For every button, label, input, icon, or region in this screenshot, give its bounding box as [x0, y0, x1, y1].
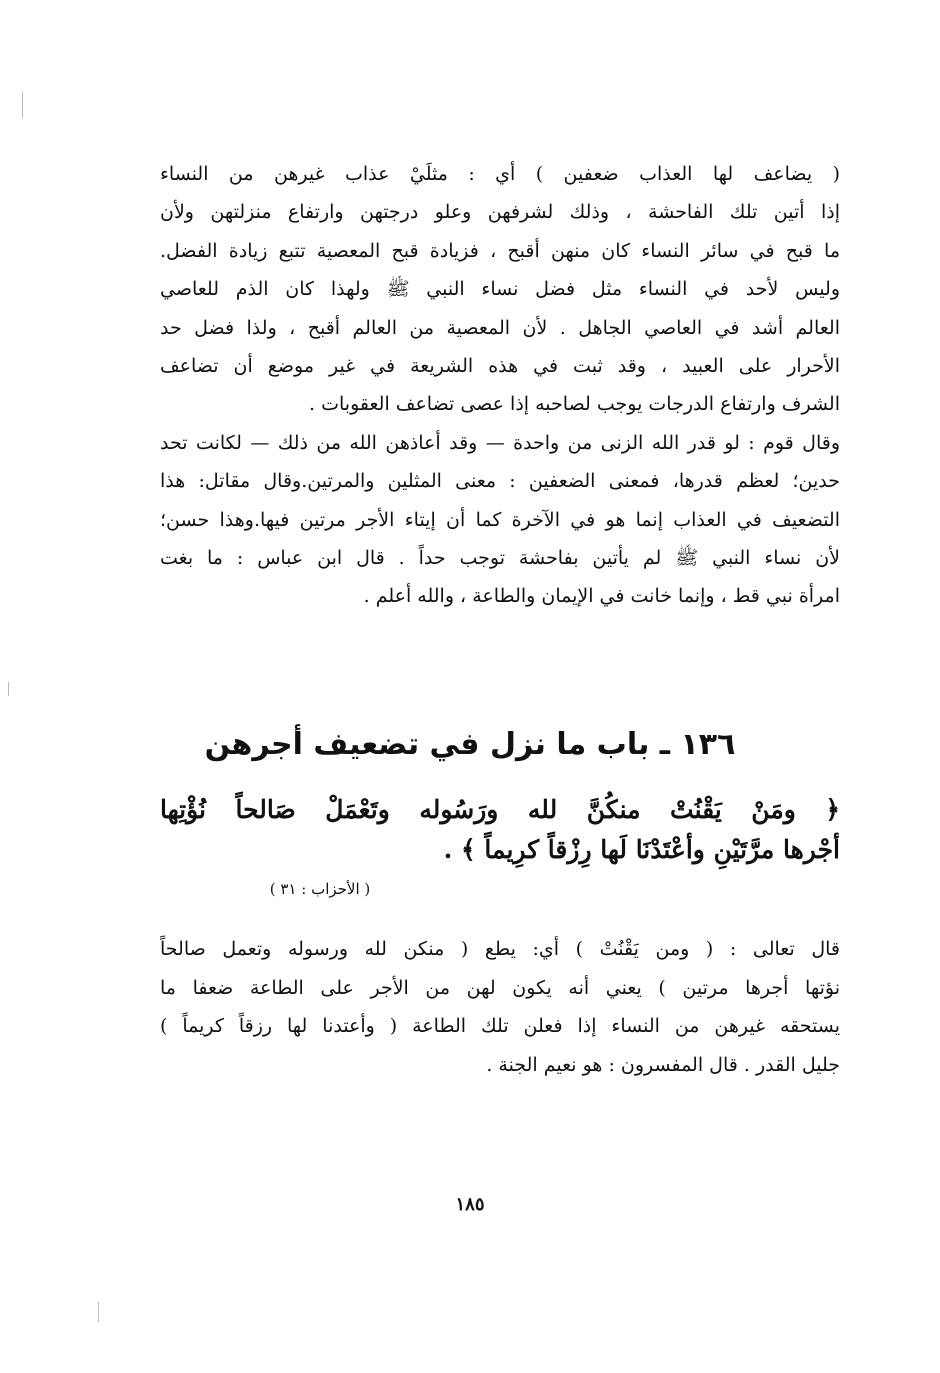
intro-line: ما قبح في سائر النساء كان منهن أقبح ، فزيادة قبح المعصية تتبع زيادة الفضل. [160, 239, 840, 262]
scan-edge-mark-bottom [98, 1302, 99, 1322]
quran-verse [160, 790, 840, 870]
intro-line: حدين؛ لعظم قدرها، فمعنى الضعفين : معنى المثلين والمرتين.وقال مقاتل: هذا [160, 470, 840, 493]
commentary-line: نؤتها أجرها مرتين ) يعني أنه يكون لهن من الأجر على الطاعة ضعفا ما [160, 976, 840, 999]
intro-line: التضعيف في العذاب إنما هو في الآخرة كما أن إيتاء الأجر مرتين فيها.وهذا حسن؛ [160, 508, 840, 531]
scan-edge-mark-middle [8, 682, 9, 696]
intro-line: وليس لأحد في النساء مثل فضل نساء النبي ﷺ ولهذا كان الذم للعاصي [160, 278, 840, 301]
intro-line: لأن نساء النبي ﷺ لم يأتين بفاحشة توجب حداً . قال ابن عباس : ما بغت [160, 547, 840, 570]
intro-line: العالم أشد في العاصي الجاهل . لأن المعصية من العالم أقبح ، ولذا فضل حد [160, 316, 840, 339]
intro-line: وقال قوم : لو قدر الله الزنى من واحدة — وقد أعاذهن الله من ذلك — لكانت تحد [160, 431, 840, 454]
commentary-paragraph [160, 930, 840, 1084]
verse-line: ﴿ ومَنْ يَقْنُتْ منكُنَّ لله ورَسُوله وتَعْمَلْ صَالحاً نُؤْتِها [160, 795, 840, 824]
intro-line: امرأة نبي قط ، وإنما خانت في الإيمان والطاعة ، والله أعلم . [363, 585, 840, 608]
chapter-heading: ١٣٦ ـ باب ما نزل في تضعيف أجرهن [204, 727, 736, 762]
intro-line: الشرف وارتفاع الدرجات يوجب لصاحبه إذا عصى تضاعف العقوبات . [309, 393, 840, 416]
verse-citation: ( الأحزاب : ٣١ ) [269, 880, 371, 898]
intro-paragraph [160, 155, 840, 616]
intro-line: الأحرار على العبيد ، وقد ثبت في هذه الشريعة في غير موضع أن تضاعف [160, 355, 840, 378]
verse-line: أجْرها مرَّتَيْنِ وأعْتَدْنَا لَها رِزْقاً كرِيماً ﴾ . [443, 835, 840, 864]
commentary-line: يستحقه غيرهن من النساء إذا فعلن تلك الطاعة ( وأعتدنا لها رزقاً كريماً ) [160, 1015, 840, 1037]
page-number: ١٨٥ [455, 1194, 485, 1215]
scan-edge-mark-top [22, 92, 23, 118]
commentary-line: جليل القدر . قال المفسرون : هو نعيم الجنة . [486, 1053, 840, 1076]
intro-line: إذا أتين تلك الفاحشة ، وذلك لشرفهن وعلو درجتهن وارتفاع منزلتهن ولأن [160, 201, 840, 224]
intro-line: ( يضاعف لها العذاب ضعفين ) أي : مثلَيْ عذاب غيرهن من النساء [160, 163, 840, 185]
commentary-line: قال تعالى : ( ومن يَقْنُتْ ) أي: يطع ( منكن لله ورسوله وتعمل صالحاً [160, 938, 840, 960]
